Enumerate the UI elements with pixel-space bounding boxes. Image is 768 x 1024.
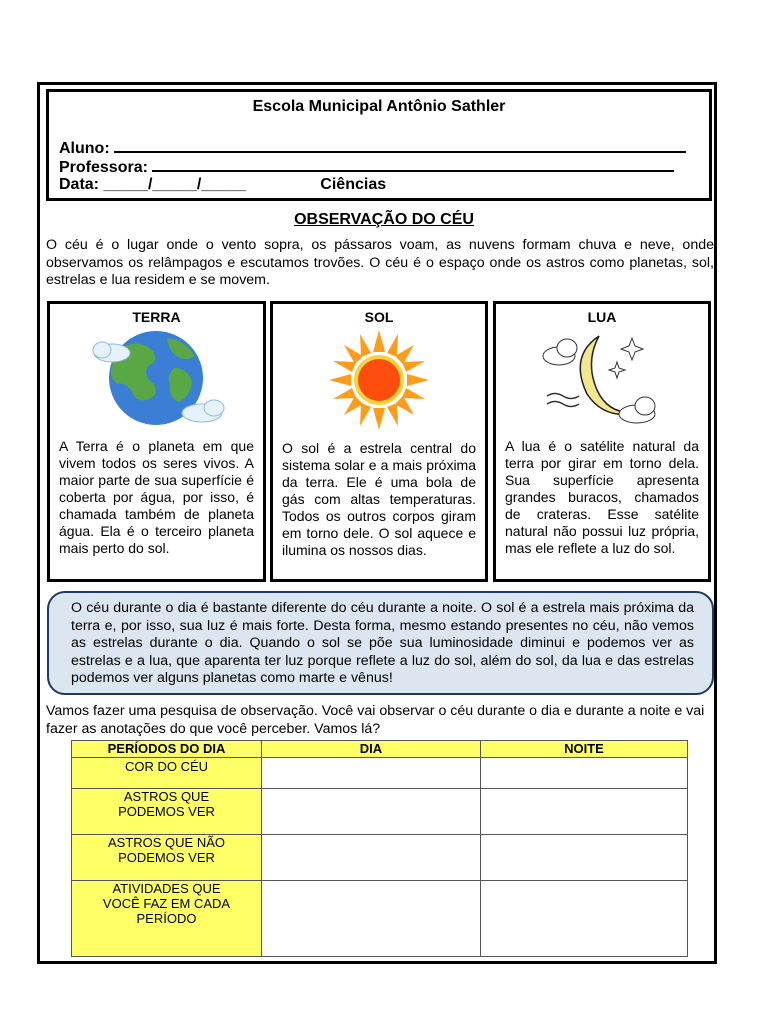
date-line — [59, 176, 386, 194]
card-text: A Terra é o planeta em que vivem todos os seres vivos. A maior parte de sua superfície é coberta por água, por isso, é chamada também de planeta água. Ela é o terceiro planeta mais perto do sol. — [59, 438, 254, 556]
professora-field[interactable] — [152, 157, 674, 172]
observation-table — [71, 740, 688, 957]
research-instructions: Vamos fazer uma pesquisa de observação. Você vai observar o céu durante o dia e durante a noite e vai fazer as anotações do que você perceber. Vamos lá? — [46, 703, 705, 737]
card-title: LUA — [587, 309, 617, 325]
date-field[interactable]: _____/_____/_____ — [103, 176, 246, 193]
header-day: DIA — [262, 741, 481, 758]
night-cell[interactable] — [481, 881, 688, 957]
aluno-field[interactable] — [114, 138, 686, 153]
card-text: A lua é o satélite natural da terra por girar em torno dela. Sua superfície apresenta grandes buracos, chamados de crateras. Esse satélite natural não possui luz própria, mas ele reflete a luz do sol. — [505, 438, 699, 556]
night-cell[interactable] — [481, 758, 688, 789]
info-text: O céu durante o dia é bastante diferente do céu durante a noite. O sol é a estrela mais próxima da terra e, por isso, sua luz é mais forte. Desta forma, mesmo estando presentes no céu, não vemos as estrelas durante o dia. Quando o sol se põe sua luminosidade diminui e podemos ver as estrelas e a lua, que aparenta ter luz porque reflete a luz do sol, além do sol, da lua e das estrelas podemos ver alguns planetas como marte e vênus! — [71, 600, 694, 687]
row-label: ASTROS QUE NÃO PODEMOS VER — [72, 835, 262, 881]
day-cell[interactable] — [262, 758, 481, 789]
header-night: NOITE — [481, 741, 688, 758]
data-label: Data: — [59, 176, 100, 193]
row-label: COR DO CÉU — [72, 758, 262, 789]
row-label: ASTROS QUE PODEMOS VER — [72, 789, 262, 835]
day-cell[interactable] — [262, 835, 481, 881]
intro-paragraph: O céu é o lugar onde o vento sopra, os pássaros voam, as nuvens formam chuva e neve, onde observamos os relâmpagos e escutamos trovões. O céu é o espaço onde os astros como planetas, sol, estrelas e lua residem e se movem. — [46, 237, 714, 289]
row-label: ATIVIDADES QUE VOCÊ FAZ EM CADA PERÍODO — [72, 881, 262, 957]
earth-icon — [50, 328, 263, 436]
aluno-line — [59, 138, 686, 158]
day-cell[interactable] — [262, 789, 481, 835]
card-moon — [493, 301, 711, 582]
card-text: O sol é a estrela central do sistema solar e a mais próxima da terra. Ele é uma bola de gás com altas temperaturas. Todos os outros corpos giram em torno dele. O sol aquece e ilumina os nossos dias. — [282, 440, 476, 558]
moon-icon — [496, 328, 708, 436]
page-title: OBSERVAÇÃO DO CÉU — [294, 211, 474, 228]
sun-icon — [273, 328, 485, 436]
table-row — [72, 835, 688, 881]
subject-label: Ciências — [320, 176, 387, 193]
professora-line — [59, 157, 674, 177]
table-row — [72, 758, 688, 789]
table-row — [72, 789, 688, 835]
card-title: SOL — [364, 309, 394, 325]
card-title: TERRA — [132, 309, 181, 325]
table-row — [72, 881, 688, 957]
aluno-label: Aluno: — [59, 140, 110, 157]
day-cell[interactable] — [262, 881, 481, 957]
night-cell[interactable] — [481, 835, 688, 881]
professora-label: Professora: — [59, 159, 148, 176]
header-box — [46, 89, 712, 201]
table-header-row — [72, 741, 688, 758]
header-periods: PERÍODOS DO DIA — [72, 741, 262, 758]
school-name: Escola Municipal Antônio Sathler — [252, 98, 506, 115]
info-box — [47, 591, 714, 695]
night-cell[interactable] — [481, 789, 688, 835]
card-earth — [47, 301, 266, 582]
card-sun — [270, 301, 488, 582]
